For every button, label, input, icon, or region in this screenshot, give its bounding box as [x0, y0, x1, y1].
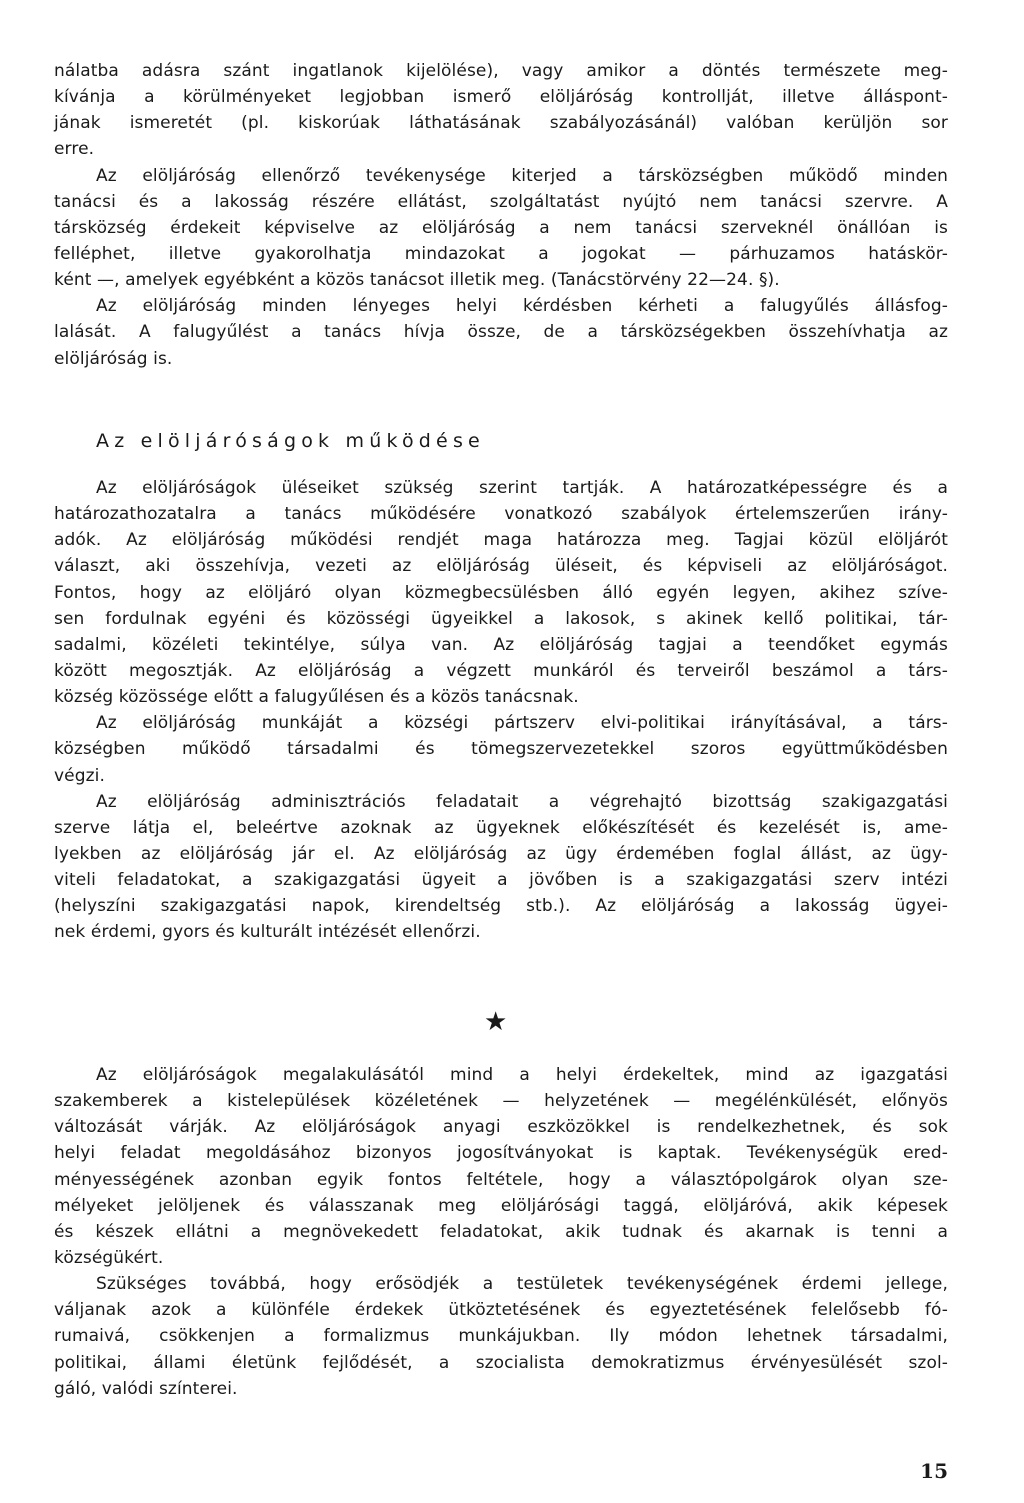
text-line: Az elöljáróságok megalakulásától mind a helyi érdekeltek, mind az igazgatási [96, 1065, 948, 1085]
text-line: váljanak azok a különféle érdekek ütköztetésének és egyeztetésének felelősebb fó- [54, 1300, 948, 1321]
text-line: Az elöljáróságok üléseiket szükség szerint tartják. A határozatképességre és a [96, 478, 948, 498]
text-block-1 [54, 58, 948, 372]
text-line: Az elöljáróság adminisztrációs feladatait a végrehajtó bizottság szakigazgatási [96, 791, 948, 812]
text-line: szakemberek a kistelepülések közéletének — helyzetének — megélénkülését, előnyös [54, 1091, 948, 1112]
text-line: szerve látja el, beleértve azoknak az ügyeknek előkészítését és kezelését is, ame- [54, 817, 948, 838]
text-line: adók. Az elöljáróság működési rendjét maga határozza meg. Tagjai közül elöljárót [54, 530, 948, 551]
text-line: sadalmi, közéleti tekintélye, súlya van. Az elöljáróság tagjai a teendőket egymás [54, 634, 948, 655]
text-line: Szükséges továbbá, hogy erősödjék a testületek tevékenységének érdemi jellege, [96, 1274, 948, 1295]
text-line: tanácsi és a lakosság részére ellátást, szolgáltatást nyújtó nem tanácsi szervre. A [54, 191, 948, 212]
text-line: község közössége előtt a falugyűlésen és a közös tanácsnak. [54, 687, 579, 708]
text-line: sen fordulnak egyéni és közösségi ügyeikkel a lakosok, s akinek kellő politikai, tár- [54, 608, 948, 629]
text-line: lyekben az elöljáróság jár el. Az elöljáróság az ügy érdemében foglal állást, az ügy- [54, 843, 948, 864]
text-line: (helyszíni szakigazgatási napok, kirendeltség stb.). Az elöljáróság a lakosság ügyei- [54, 896, 948, 917]
section-heading: Az elöljáróságok működése [96, 430, 485, 452]
text-line: kívánja a körülményeket legjobban ismerő elöljáróság kontrollját, illetve álláspont- [54, 87, 948, 108]
text-line: politikai, állami életünk fejlődését, a szocialista demokratizmus érvényesülését szol- [54, 1352, 948, 1373]
text-block-2 [54, 475, 948, 946]
text-line: rumaivá, csökkenjen a formalizmus munkájukban. Ily módon lehetnek társadalmi, [54, 1326, 948, 1347]
star-separator: ★ [484, 1007, 508, 1037]
text-line: között megosztják. Az elöljáróság a végzett munkáról és terveiről beszámol a társ- [54, 660, 948, 681]
text-line: Az elöljáróság minden lényeges helyi kérdésben kérheti a falugyűlés állásfog- [96, 296, 948, 317]
text-line: jának ismeretét (pl. kiskorúak láthatásának szabályozásánál) valóban kerüljön sor [54, 113, 948, 134]
text-line: Az elöljáróság munkáját a községi pártszerv elvi-politikai irányításával, a társ- [96, 713, 948, 734]
text-line: felléphet, illetve gyakorolhatja mindazokat a jogokat — párhuzamos hatáskör- [54, 243, 948, 264]
text-line: nek érdemi, gyors és kulturált intézését ellenőrzi. [54, 922, 481, 943]
text-line: mélyeket jelöljenek és válasszanak meg elöljárósági taggá, elöljáróvá, akik képesek [54, 1195, 948, 1216]
text-line: községben működő társadalmi és tömegszervezetekkel szoros együttműködésben [54, 739, 948, 760]
text-line: elöljáróság is. [54, 348, 173, 369]
text-block-3 [54, 1062, 948, 1402]
text-line: Az elöljáróság ellenőrző tevékenysége kiterjed a társközségben működő minden [96, 165, 948, 186]
text-line: községükért. [54, 1247, 164, 1268]
text-line: ként —, amelyek egyébként a közös tanácsot illetik meg. (Tanácstörvény 22—24. §). [54, 270, 780, 291]
text-line: ményességének azonban egyik fontos feltétele, hogy a választópolgárok olyan sze- [54, 1169, 948, 1190]
text-line: helyi feladat megoldásához bizonyos jogosítványokat is kaptak. Tevékenységük ered- [54, 1143, 948, 1164]
text-line: határozathozatalra a tanács működésére vonatkozó szabályok értelemszerűen irány- [54, 504, 948, 525]
text-line: végzi. [54, 765, 105, 786]
text-line: és készek ellátni a megnövekedett feladatokat, akik tudnak és akarnak is tenni a [54, 1221, 948, 1242]
text-line: gáló, valódi színterei. [54, 1378, 238, 1399]
text-line: Fontos, hogy az elöljáró olyan közmegbecsülésben álló egyén legyen, akihez szíve- [54, 582, 948, 603]
page-number: 15 [920, 1459, 948, 1483]
text-line: viteli feladatokat, a szakigazgatási ügyeit a jövőben is a szakigazgatási szerv intézi [54, 870, 948, 891]
text-line: lalását. A falugyűlést a tanács hívja össze, de a társközségekben összehívhatja az [54, 322, 948, 343]
text-line: változását várják. Az elöljáróságok anyagi eszközökkel is rendelkezhetnek, és sok [54, 1117, 948, 1138]
text-line: erre. [54, 139, 95, 160]
text-line: nálatba adásra szánt ingatlanok kijelölése), vagy amikor a döntés természete meg- [54, 61, 948, 81]
text-line: választ, aki összehívja, vezeti az elöljáróság üléseit, és képviseli az elöljáróságot. [54, 556, 948, 577]
text-line: társközség érdekeit képviselve az elöljáróság a nem tanácsi szerveknél önállóan is [54, 217, 948, 238]
